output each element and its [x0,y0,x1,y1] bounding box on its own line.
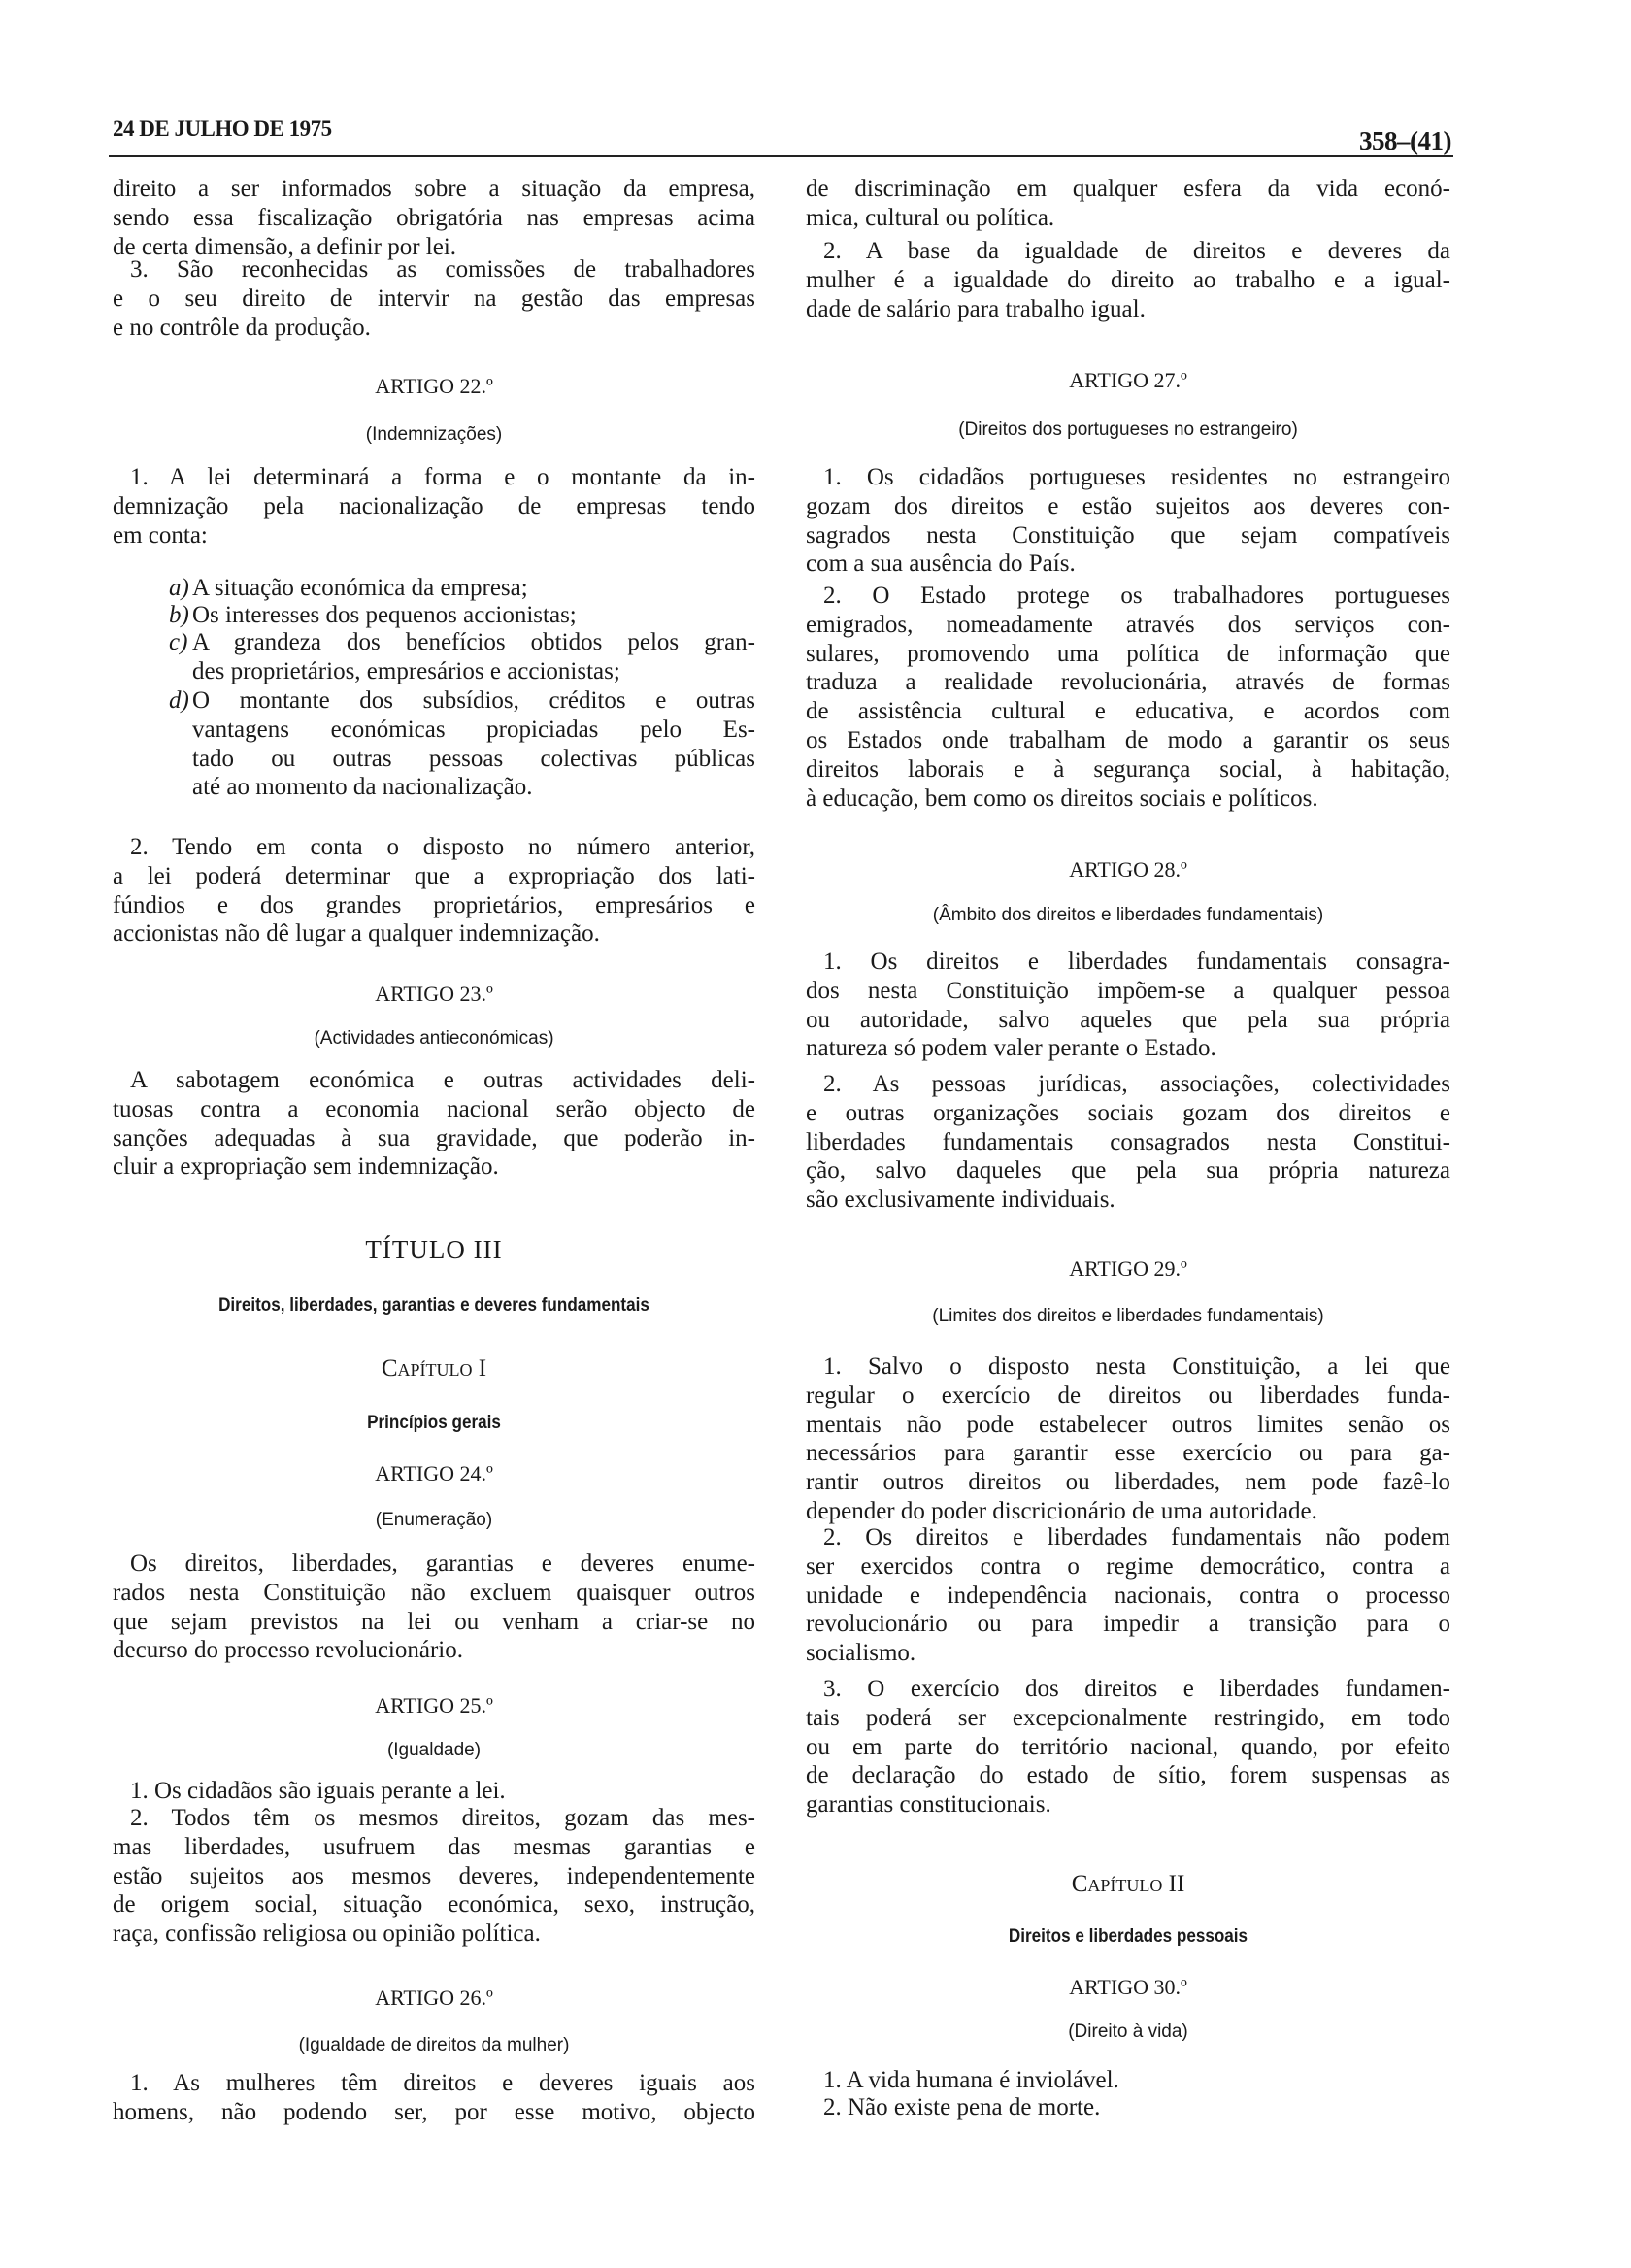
list-item-label: c) [169,629,188,655]
text-line: 1. Os direitos e liberdades fundamentais consagra- [823,949,1450,975]
text-line: 1. A lei determinará a forma e o montante da in- [130,464,755,490]
title-heading: TÍTULO III [365,1235,503,1264]
text-line: são exclusivamente individuais. [806,1186,1115,1214]
text-line: necessários para garantir esse exercício ou para ga- [806,1440,1450,1467]
text-line: que sejam previstos na lei ou venham a criar-se no [113,1608,755,1635]
text-line: tado ou outras pessoas colectivas públicas [192,745,755,772]
text-line: direito a ser informados sobre a situação da empresa, [113,176,755,202]
article-heading: ARTIGO 26.º [375,1985,493,2010]
text-line: emigrados, nomeadamente através dos serviços con- [806,611,1450,638]
text-line: homens, não podendo ser, por esse motivo, objecto [113,2098,755,2125]
article-subtitle: (Enumeração) [375,1510,493,1530]
article-subtitle: (Direitos dos portugueses no estrangeiro) [958,419,1298,440]
text-line: accionistas não dê lugar a qualquer indemnização. [113,920,600,948]
text-line: 2. O Estado protege os trabalhadores portugueses [823,583,1450,609]
text-line: liberdades fundamentais consagrados nesta Constitui- [806,1128,1450,1155]
article-subtitle: (Indemnizações) [365,424,503,445]
text-line: garantias constitucionais. [806,1791,1051,1818]
text-line: gozam dos direitos e estão sujeitos aos deveres con- [806,492,1450,519]
left-column [113,0,755,2268]
text-line: rados nesta Constituição não excluem quaisquer outros [113,1579,755,1606]
text-line: com a sua ausência do País. [806,550,1076,578]
text-line: ou em parte do território nacional, quando, por efeito [806,1733,1450,1760]
text-line: tais poderá ser excepcionalmente restringido, em todo [806,1704,1450,1731]
text-line: cluir a expropriação sem indemnização. [113,1153,499,1181]
text-line: A grandeza dos benefícios obtidos pelos gran- [192,629,755,655]
text-line: 3. O exercício dos direitos e liberdades fundamen- [823,1676,1450,1702]
text-line: fúndios e dos grandes proprietários, empresários e [113,891,755,918]
list-item-label: a) [169,575,189,601]
article-subtitle: (Igualdade) [386,1740,482,1760]
text-line: dade de salário para trabalho igual. [806,295,1146,322]
text-line: 2. Tendo em conta o disposto no número anterior, [130,834,755,860]
text-line: de declaração do estado de sítio, forem suspensas as [806,1762,1450,1789]
article-heading: ARTIGO 23.º [375,982,493,1006]
article-heading: ARTIGO 25.º [375,1693,493,1718]
text-line: A sabotagem económica e outras actividades deli- [130,1067,755,1093]
text-line: mica, cultural ou política. [806,204,1055,231]
text-line: unidade e independência nacionais, contra o processo [806,1582,1450,1609]
text-line: 1. Os cidadãos são iguais perante a lei. [130,1778,506,1804]
text-line: sulares, promovendo uma política de informação que [806,640,1450,667]
article-heading: ARTIGO 27.º [1069,368,1187,392]
text-line: 3. São reconhecidas as comissões de trabalhadores [130,256,755,283]
text-line: de discriminação em qualquer esfera da vida econó- [806,176,1450,202]
text-line: mulher é a igualdade do direito ao trabalho e a igual- [806,266,1450,293]
text-line: 2. Não existe pena de morte. [823,2094,1101,2120]
text-line: até ao momento da nacionalização. [192,774,533,801]
text-line: Os direitos, liberdades, garantias e deveres enume- [130,1551,755,1577]
list-item-label: b) [169,602,189,628]
text-line: decurso do processo revolucionário. [113,1637,463,1664]
section-heading: Direitos e liberdades pessoais [1008,1926,1248,1947]
section-heading: Direitos, liberdades, garantias e deveres fundamentais [218,1295,649,1316]
text-line: revolucionário ou para impedir a transição para o [806,1611,1450,1638]
text-line: e outras organizações sociais gozam dos direitos e [806,1099,1450,1126]
text-line: Os interesses dos pequenos accionistas; [192,602,577,628]
article-heading: ARTIGO 29.º [1069,1256,1187,1281]
article-subtitle: (Actividades antieconómicas) [314,1028,554,1049]
text-line: mentais não pode estabelecer outros limites senão os [806,1411,1450,1438]
text-line: 1. Os cidadãos portugueses residentes no estrangeiro [823,464,1450,490]
text-line: demnização pela nacionalização de empresas tendo [113,492,755,519]
text-line: direitos laborais e à segurança social, à habitação, [806,755,1450,783]
page-number: 358–(41) [1359,126,1451,155]
text-line: de assistência cultural e educativa, e acordos com [806,698,1450,725]
running-header-date: 24 DE JULHO DE 1975 [113,117,332,141]
text-line: ou autoridade, salvo aqueles que pela sua própria [806,1006,1450,1033]
text-line: 2. As pessoas jurídicas, associações, colectividades [823,1071,1450,1097]
text-line: mas liberdades, usufruem das mesmas garantias e [113,1833,755,1860]
text-line: ção, salvo daqueles que pela sua própria natureza [806,1157,1450,1184]
text-line: natureza só podem valer perante o Estado. [806,1035,1216,1062]
article-heading: ARTIGO 30.º [1069,1975,1187,1999]
article-heading: ARTIGO 22.º [375,374,493,398]
chapter-heading: Capítulo II [1071,1871,1185,1897]
article-heading: ARTIGO 28.º [1069,857,1187,882]
text-line: em conta: [113,521,208,549]
text-line: regular o exercício de direitos ou liberdades funda- [806,1382,1450,1409]
text-line: O montante dos subsídios, créditos e outras [192,687,755,714]
text-line: 2. Os direitos e liberdades fundamentais não podem [823,1524,1450,1551]
text-line: 2. A base da igualdade de direitos e deveres da [823,238,1450,264]
text-line: 1. Salvo o disposto nesta Constituição, a lei que [823,1353,1450,1380]
text-line: tuosas contra a economia nacional serão objecto de [113,1095,755,1122]
list-item-label: d) [169,687,189,714]
text-line: depender do poder discricionário de uma autoridade. [806,1498,1317,1524]
text-line: vantagens económicas propiciadas pelo Es- [192,716,755,743]
text-line: à educação, bem como os direitos sociais e políticos. [806,784,1318,812]
text-line: traduza a realidade revolucionária, através de formas [806,669,1450,696]
text-line: e no contrôle da produção. [113,314,371,341]
article-heading: ARTIGO 24.º [375,1461,493,1485]
article-subtitle: (Igualdade de direitos da mulher) [298,2035,570,2055]
text-line: des proprietários, empresários e accionistas; [192,657,620,684]
right-column [806,0,1450,2268]
text-line: a lei poderá determinar que a expropriação dos lati- [113,862,755,889]
article-subtitle: (Direito à vida) [1068,2021,1188,2042]
text-line: estão sujeitos aos mesmos deveres, independentemente [113,1862,755,1889]
text-line: rantir outros direitos ou liberdades, nem pode fazê-lo [806,1469,1450,1496]
text-line: sendo essa fiscalização obrigatória nas empresas acima [113,204,755,231]
text-line: raça, confissão religiosa ou opinião política. [113,1920,541,1948]
text-line: sanções adequadas à sua gravidade, que poderão in- [113,1124,755,1151]
article-subtitle: (Limites dos direitos e liberdades fundamentais) [932,1306,1324,1326]
text-line: de origem social, situação económica, sexo, instrução, [113,1891,755,1918]
text-line: os Estados onde trabalham de modo a garantir os seus [806,727,1450,753]
text-line: A situação económica da empresa; [192,575,528,601]
chapter-heading: Capítulo I [381,1355,487,1382]
text-line: ser exercidos contra o regime democrático, contra a [806,1552,1450,1580]
article-subtitle: (Âmbito dos direitos e liberdades fundamentais) [932,905,1324,925]
text-line: 1. A vida humana é inviolável. [823,2067,1119,2093]
text-line: sagrados nesta Constituição que sejam compatíveis [806,521,1450,549]
text-line: socialismo. [806,1640,916,1667]
text-line: 1. As mulheres têm direitos e deveres iguais aos [130,2070,755,2096]
section-heading: Princípios gerais [367,1413,501,1433]
text-line: de certa dimensão, a definir por lei. [113,233,457,260]
text-line: 2. Todos têm os mesmos direitos, gozam das mes- [130,1805,755,1831]
text-line: dos nesta Constituição impõem-se a qualquer pessoa [806,977,1450,1004]
text-line: e o seu direito de intervir na gestão das empresas [113,284,755,312]
